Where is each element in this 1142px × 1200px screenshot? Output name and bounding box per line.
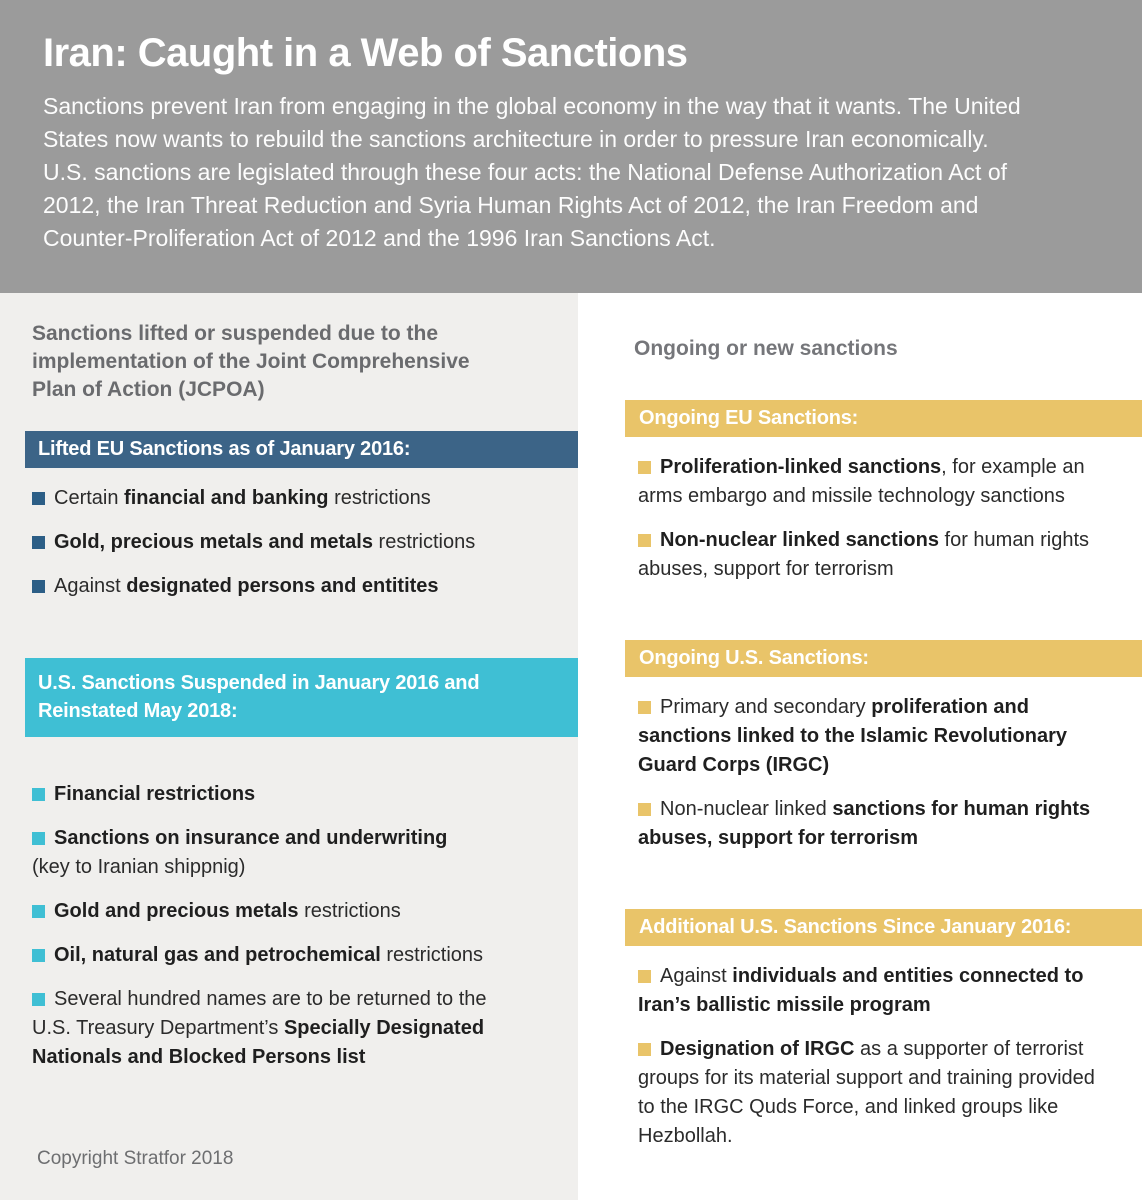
right-sections [578, 400, 1142, 1151]
section-header-label: Ongoing EU Sanctions: [639, 407, 859, 429]
item-text: , for example an arms embargo and missile technology sanctions [638, 456, 1085, 507]
sanction-item [32, 780, 530, 809]
bullet-square-icon [32, 788, 45, 801]
item-text-bold: Gold, precious metals and metals [54, 531, 373, 553]
sanction-item [638, 693, 1116, 780]
bullet-square-icon [32, 832, 45, 845]
bullet-square-icon [638, 701, 651, 714]
sanction-item [32, 941, 530, 970]
sanction-item [32, 824, 530, 882]
item-text-bold: designated persons and entitites [126, 575, 439, 597]
item-text-bold: Sanctions on insurance and underwriting [54, 827, 448, 849]
section-header-label: Lifted EU Sanctions as of January 2016: [38, 438, 411, 460]
item-text-bold: Financial restrictions [54, 783, 256, 805]
left-column-heading: Sanctions lifted or suspended due to the implementation of the Joint Comprehensive Plan of Action (JCPOA) [32, 322, 470, 401]
bullet-square-icon [32, 536, 45, 549]
section-items [0, 780, 578, 1072]
sanction-item [32, 528, 530, 557]
section-header-label: Additional U.S. Sanctions Since January 2016: [639, 916, 1072, 938]
right-column-heading: Ongoing or new sanctions [634, 337, 898, 360]
sanction-item [638, 453, 1116, 511]
item-text: Certain [54, 487, 125, 509]
section-items [578, 453, 1142, 584]
sanctions-section [578, 640, 1142, 853]
section-header-bar [625, 640, 1142, 677]
copyright-note: Copyright Stratfor 2018 [37, 1148, 234, 1169]
content-columns [0, 293, 1142, 1200]
item-text: Non-nuclear linked [660, 798, 833, 820]
sanction-item [32, 985, 530, 1072]
item-text: for human rights abuses, support for terrorism [638, 529, 1090, 580]
section-header-label: U.S. Sanctions Suspended in January 2016 and Reinstated May 2018: [38, 672, 480, 722]
section-items [578, 693, 1142, 853]
item-text-bold: Oil, natural gas and petrochemical [54, 944, 381, 966]
sanctions-section [0, 431, 578, 601]
sanction-item [638, 795, 1116, 853]
sanctions-section [578, 400, 1142, 584]
sanction-item [32, 897, 530, 926]
item-text-bold: sanctions for human rights abuses, support for terrorism [638, 798, 1091, 849]
ongoing-sanctions-column [578, 293, 1142, 1200]
bullet-square-icon [638, 1043, 651, 1056]
item-text: Against [54, 575, 127, 597]
section-header-label: Ongoing U.S. Sanctions: [639, 647, 869, 669]
item-text: restrictions [380, 944, 484, 966]
item-text: (key to Iranian shippnig) [32, 856, 246, 878]
bullet-square-icon [32, 580, 45, 593]
item-text: Against [660, 965, 733, 987]
item-text-bold: Non-nuclear linked sanctions [660, 529, 939, 551]
item-text-bold: proliferation and sanctions linked to the Islamic Revolutionary Guard Corps (IRGC) [638, 696, 1067, 776]
header [0, 0, 1142, 293]
sanction-item [638, 962, 1116, 1020]
item-text-bold: Specially Designated Nationals and Blocked Persons list [32, 1017, 485, 1068]
bullet-square-icon [32, 993, 45, 1006]
item-text-bold: Gold and precious metals [54, 900, 299, 922]
sanction-item [638, 526, 1116, 584]
sanction-item [32, 484, 530, 513]
header-description: Sanctions prevent Iran from engaging in the global economy in the way that it wants. The United States now wants to rebuild the sanctions architecture in order to pressure Iran economically. U.S. sanctions are legislated through these four acts: the National Defense Authorization Act of 2012, the Iran Threat Reduction and Syria Human Rights Act of 2012, the Iran Freedom and Counter-Proliferation Act of 2012 and the 1996 Iran Sanctions Act. [43, 93, 1021, 251]
bullet-square-icon [32, 905, 45, 918]
sanction-item [638, 1035, 1116, 1151]
bullet-square-icon [32, 492, 45, 505]
item-text-bold: Designation of IRGC [660, 1038, 855, 1060]
section-items [578, 962, 1142, 1151]
item-text: restrictions [372, 531, 476, 553]
item-text-bold: Proliferation-linked sanctions [660, 456, 942, 478]
sanctions-section [578, 909, 1142, 1151]
item-text-bold: financial and banking [124, 487, 329, 509]
item-text-bold: individuals and entities connected to Iran’s ballistic missile program [638, 965, 1084, 1016]
item-text: restrictions [298, 900, 401, 922]
item-text: as a supporter of terrorist groups for its material support and training provided to the IRGC Quds Force, and linked groups like Hezbollah. [638, 1038, 1095, 1147]
page-title: Iran: Caught in a Web of Sanctions [43, 31, 688, 75]
bullet-square-icon [638, 803, 651, 816]
section-header-bar [625, 400, 1142, 437]
section-header-bar [25, 431, 578, 468]
section-header-bar [625, 909, 1142, 946]
lifted-sanctions-column [0, 293, 578, 1200]
sanctions-section [0, 658, 578, 1072]
left-sections [0, 431, 578, 1072]
bullet-square-icon [638, 534, 651, 547]
section-header-bar [25, 658, 578, 737]
sanction-item [32, 572, 530, 601]
item-text: Several hundred names are to be returned to the U.S. Treasury Department’s [32, 988, 487, 1039]
bullet-square-icon [638, 970, 651, 983]
section-items [0, 484, 578, 601]
bullet-square-icon [638, 461, 651, 474]
item-text: Primary and secondary [660, 696, 872, 718]
item-text: restrictions [328, 487, 431, 509]
bullet-square-icon [32, 949, 45, 962]
